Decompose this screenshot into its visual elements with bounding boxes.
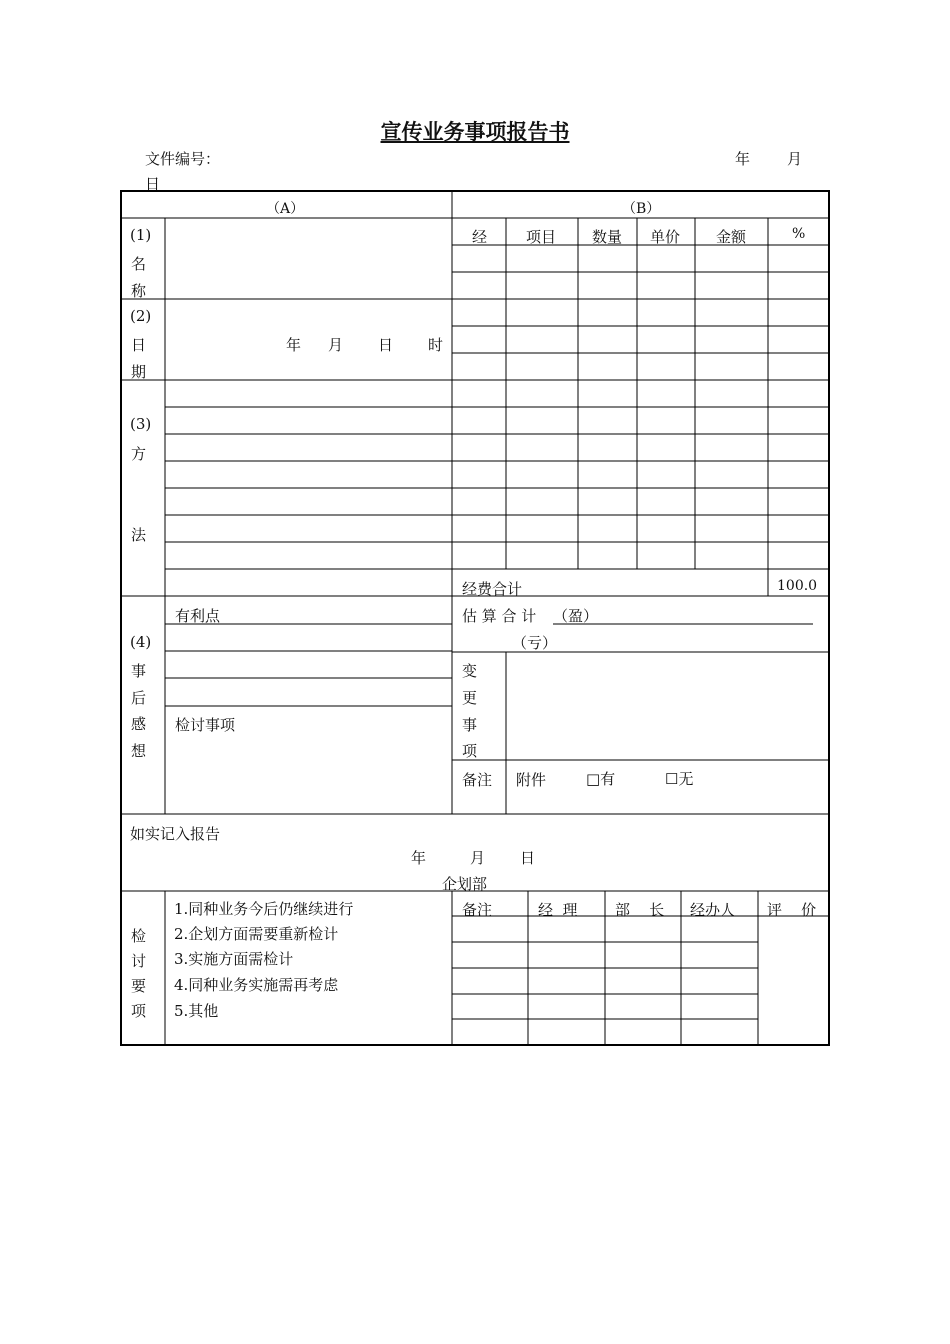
attachment-no-checkbox[interactable]: ☐无 (665, 770, 694, 788)
change-char-2: 更 (462, 689, 478, 707)
report-label: 如实记入报告 (130, 825, 221, 843)
advantage-label: 有利点 (175, 607, 221, 625)
review-char-3: 要 (131, 977, 147, 995)
date-char-1: 日 (131, 336, 147, 354)
report-month: 月 (470, 849, 486, 867)
date-hour: 时 (428, 336, 444, 354)
change-char-3: 事 (462, 716, 478, 734)
remark-label: 备注 (462, 771, 493, 789)
estimate-profit: （盈） (553, 607, 599, 625)
after-number: (4) (130, 633, 152, 651)
date-year: 年 (286, 336, 302, 354)
review-col-handler: 经办人 (690, 901, 736, 919)
method-number: (3) (130, 415, 152, 433)
report-year: 年 (411, 849, 427, 867)
date-month: 月 (328, 336, 344, 354)
col-jing: 经 (472, 228, 488, 246)
review-item-2: 2.企划方面需要重新检计 (174, 925, 339, 943)
date-number: (2) (130, 307, 152, 325)
method-char-2: 法 (131, 526, 147, 544)
expense-total-value: 100.0 (777, 578, 818, 594)
review-item-4: 4.同种业务实施需再考虑 (174, 976, 339, 994)
estimate-loss: （亏） (512, 634, 558, 652)
review-items-label: 检讨事项 (175, 716, 236, 734)
review-char-4: 项 (131, 1002, 147, 1020)
method-char-1: 方 (131, 445, 147, 463)
after-char-4: 想 (131, 742, 147, 760)
header-month: 月 (787, 150, 803, 168)
col-item: 项目 (526, 228, 557, 246)
col-amount: 金额 (716, 228, 747, 246)
date-day: 日 (378, 336, 394, 354)
review-item-3: 3.实施方面需检计 (174, 950, 294, 968)
after-char-1: 事 (131, 662, 147, 680)
review-col-remark: 备注 (462, 901, 493, 919)
name-number: (1) (130, 226, 152, 244)
estimate-label: 估 算 合 计 (462, 607, 537, 625)
date-char-2: 期 (131, 363, 147, 381)
expense-total-label: 经费合计 (462, 580, 523, 598)
section-a-heading: （A） (266, 201, 305, 217)
name-char-2: 称 (131, 282, 147, 300)
review-char-2: 讨 (131, 952, 147, 970)
attachment-label: 附件 (516, 771, 547, 789)
header-day: 日 (145, 175, 161, 193)
review-col-manager: 经 理 (538, 901, 578, 919)
col-quantity: 数量 (592, 228, 623, 246)
document-title: 宣传业务事项报告书 (380, 120, 570, 144)
change-char-1: 变 (462, 662, 478, 680)
planning-dept: 企划部 (442, 875, 488, 893)
after-char-2: 后 (131, 689, 147, 707)
header-year: 年 (735, 150, 751, 168)
change-char-4: 项 (462, 742, 478, 760)
review-char-1: 检 (131, 927, 147, 945)
review-col-dept-head: 部 长 (615, 901, 665, 919)
review-item-1: 1.同种业务今后仍继续进行 (174, 900, 354, 918)
file-number-label: 文件编号： (145, 150, 221, 168)
after-char-3: 感 (131, 715, 147, 733)
section-b-heading: （B） (622, 201, 661, 217)
review-item-5: 5.其他 (174, 1002, 219, 1020)
col-percent: % (792, 226, 806, 242)
name-char-1: 名 (131, 255, 147, 273)
col-unit-price: 单价 (650, 228, 681, 246)
attachment-yes-checkbox[interactable]: □有 (586, 770, 616, 788)
review-col-evaluation: 评 价 (767, 901, 817, 919)
report-day: 日 (520, 849, 536, 867)
